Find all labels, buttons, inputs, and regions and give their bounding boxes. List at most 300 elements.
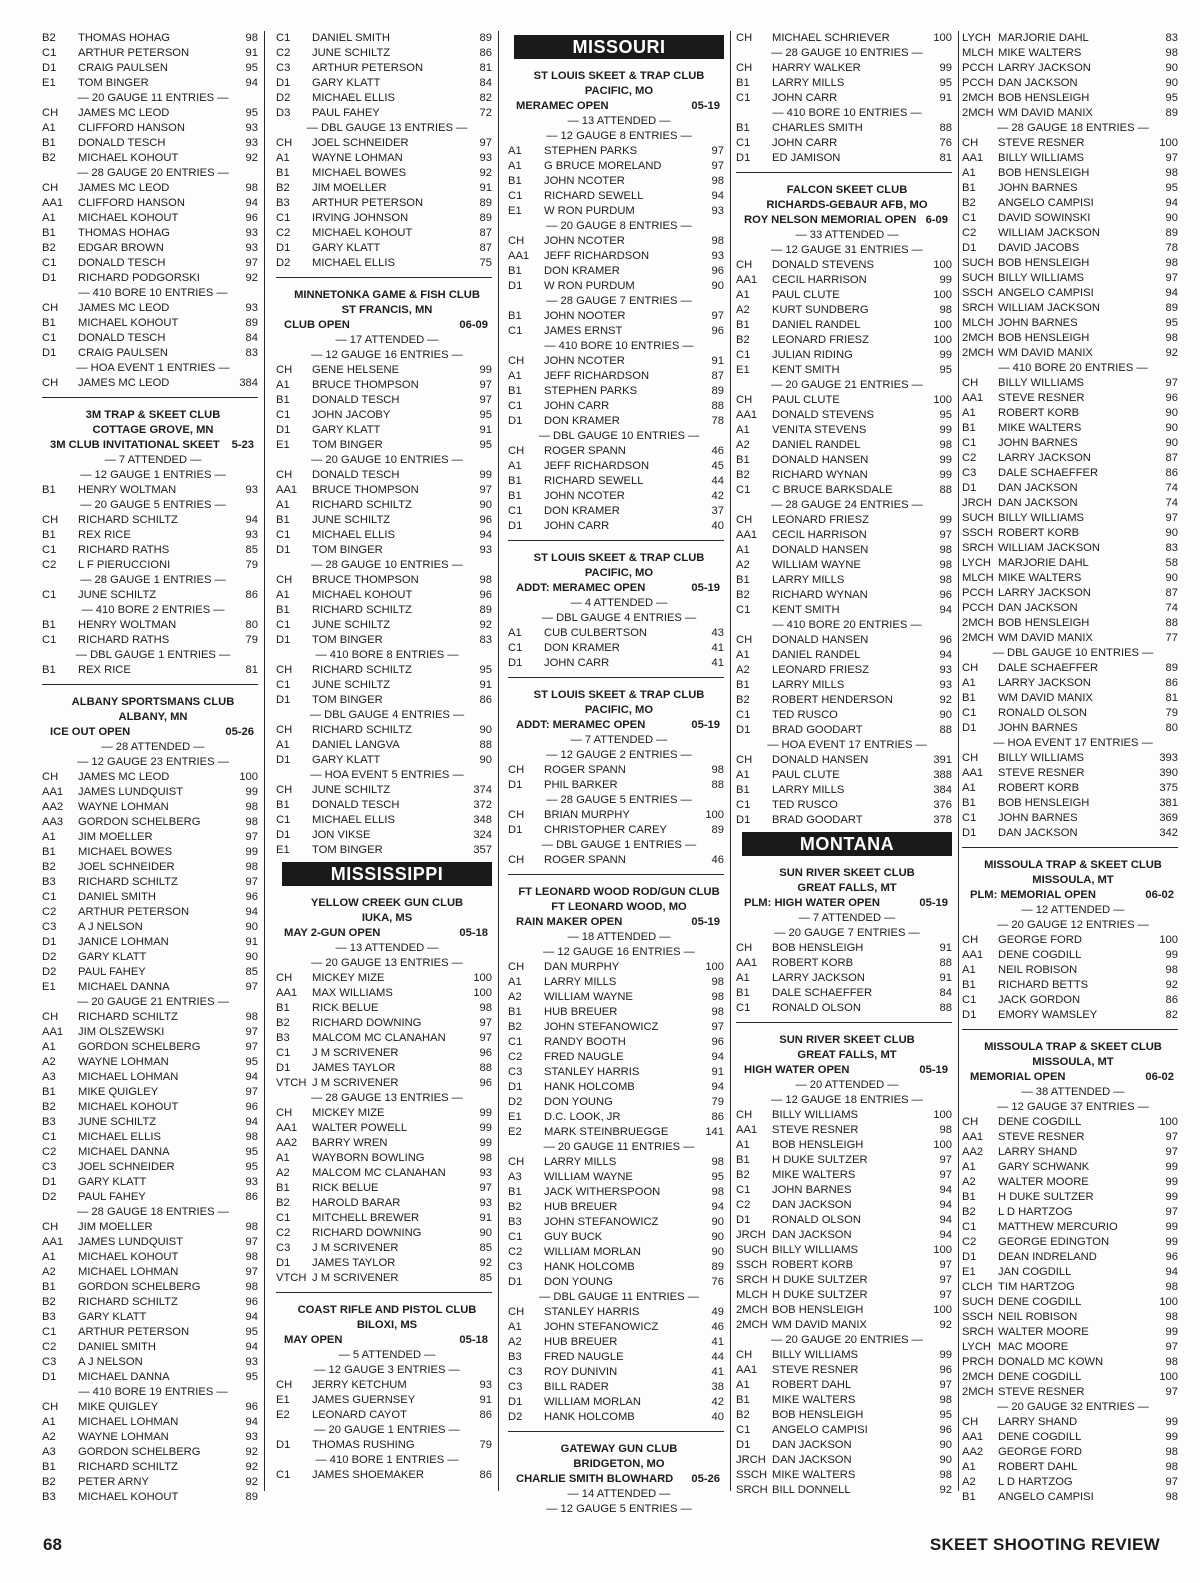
score: 100 (1159, 1371, 1178, 1383)
score: 89 (1165, 662, 1178, 674)
class-code: C1 (276, 529, 291, 541)
class-code: C1 (42, 257, 57, 269)
shooter-name: JOHN STEFANOWICZ (544, 1021, 659, 1033)
class-code: CH (962, 752, 979, 764)
score: 376 (933, 799, 952, 811)
class-code: CH (736, 1349, 753, 1361)
result-row (42, 1025, 264, 1040)
event-line (508, 99, 730, 114)
class-code: A1 (42, 1041, 56, 1053)
class-code: B1 (736, 454, 750, 466)
class-code: VTCH (276, 1077, 307, 1089)
result-row (736, 1303, 958, 1318)
score: 95 (711, 1171, 724, 1183)
result-row (962, 316, 1184, 331)
class-code: B2 (508, 1021, 522, 1033)
event-name: HIGH WATER OPEN (744, 1064, 850, 1076)
result-row (962, 226, 1184, 241)
result-row (276, 1226, 498, 1241)
score: 96 (245, 1296, 258, 1308)
result-row (962, 963, 1184, 978)
club-name: ALBANY SPORTSMANS CLUB (71, 696, 235, 708)
shooter-name: WAYNE LOHMAN (78, 1056, 169, 1068)
result-row (276, 543, 498, 558)
class-code: CH (508, 809, 525, 821)
shooter-name: JAMES MC LEOD (78, 302, 170, 314)
shooter-name: MICHAEL LOHMAN (78, 1416, 179, 1428)
class-code: C3 (42, 1161, 57, 1173)
score: 94 (1165, 287, 1178, 299)
gauge-header: — HOA EVENT 5 ENTRIES — (310, 769, 464, 781)
shooter-name: TOM BINGER (312, 439, 383, 451)
class-code: C1 (276, 619, 291, 631)
score: 96 (479, 1047, 492, 1059)
score: 94 (939, 1184, 952, 1196)
club-location: PACIFIC, MO (584, 704, 654, 716)
score: 89 (1165, 107, 1178, 119)
gauge-header: — 410 BORE 10 ENTRIES — (544, 340, 694, 352)
score: 90 (1165, 77, 1178, 89)
class-code: A3 (42, 1446, 56, 1458)
score: 390 (1159, 767, 1178, 779)
result-row (962, 933, 1184, 948)
class-code: CH (42, 107, 59, 119)
shooter-name: TOM BINGER (312, 694, 383, 706)
score: 97 (245, 1086, 258, 1098)
result-row (42, 1355, 264, 1370)
shooter-name: W RON PURDUM (544, 280, 635, 292)
result-row (962, 616, 1184, 631)
gauge-header: — 410 BORE 10 ENTRIES — (78, 287, 228, 299)
score: 93 (245, 529, 258, 541)
score: 90 (479, 754, 492, 766)
shooter-name: STEVE RESNER (998, 392, 1085, 404)
class-code: B1 (42, 529, 56, 541)
result-row (508, 1215, 730, 1230)
shooter-name: FRED NAUGLE (544, 1351, 624, 1363)
shooter-name: GARY KLATT (312, 754, 381, 766)
score: 80 (1165, 722, 1178, 734)
result-row (736, 1183, 958, 1198)
shooter-name: MICHAEL BOWES (312, 167, 407, 179)
shooter-name: WILLIAM JACKSON (998, 542, 1100, 554)
state-banner: MISSISSIPPI (282, 862, 492, 886)
result-row (42, 1295, 264, 1310)
score: 93 (479, 1167, 492, 1179)
class-code: C1 (42, 1326, 57, 1338)
score: 95 (245, 1161, 258, 1173)
result-row (736, 813, 958, 828)
shooter-name: MIKE WALTERS (772, 1469, 856, 1481)
event-name: 3M CLUB INVITATIONAL SKEET (50, 439, 220, 451)
class-code: A2 (736, 439, 750, 451)
result-row (736, 76, 958, 91)
class-code: SUCH (962, 272, 994, 284)
event-line (736, 1063, 958, 1078)
section-divider (508, 540, 724, 541)
class-code: D1 (42, 936, 57, 948)
class-code: CH (276, 972, 293, 984)
score: 96 (939, 589, 952, 601)
shooter-name: L D HARTZOG (998, 1476, 1073, 1488)
class-code: B1 (508, 475, 522, 487)
result-row (276, 1031, 498, 1046)
shooter-name: JACK WITHERSPOON (544, 1186, 661, 1198)
result-row (42, 151, 264, 166)
shooter-name: HANK HOLCOMB (544, 1081, 635, 1093)
shooter-name: JOHN NCOTER (544, 175, 625, 187)
result-row (42, 800, 264, 815)
shooter-name: BRAD GOODART (772, 814, 863, 826)
section-divider (736, 172, 952, 173)
score: 99 (479, 1137, 492, 1149)
score: 92 (479, 1257, 492, 1269)
score: 88 (479, 739, 492, 751)
result-row (508, 474, 730, 489)
class-code: D1 (276, 754, 291, 766)
score: 98 (1165, 257, 1178, 269)
shooter-name: MARK STEINBRUEGGE (544, 1126, 669, 1138)
gauge-header: — DBL GAUGE 10 ENTRIES — (538, 430, 700, 442)
result-row (736, 753, 958, 768)
class-code: SUCH (962, 1296, 994, 1308)
shooter-name: LARRY MILLS (772, 77, 845, 89)
class-code: A2 (962, 1476, 976, 1488)
class-code: 2MCH (962, 1386, 994, 1398)
class-code: B2 (42, 1296, 56, 1308)
class-code: C2 (42, 1146, 57, 1158)
shooter-name: PAUL FAHEY (78, 1191, 146, 1203)
shooter-name: LEONARD FRIESZ (772, 334, 869, 346)
shooter-name: JOHN CARR (772, 92, 838, 104)
class-code: D1 (508, 779, 523, 791)
state-banner: MISSOURI (514, 35, 724, 59)
result-row (508, 1230, 730, 1245)
shooter-name: LEONARD FRIESZ (772, 664, 869, 676)
gauge-header: — 410 BORE 19 ENTRIES — (78, 1386, 228, 1398)
shooter-name: DONALD HANSEN (772, 544, 869, 556)
result-row (962, 1475, 1184, 1490)
result-row (962, 1175, 1184, 1190)
score: 97 (245, 1026, 258, 1038)
result-row (736, 1213, 958, 1228)
result-row (736, 1423, 958, 1438)
score: 80 (245, 619, 258, 631)
shooter-name: DAN JACKSON (998, 602, 1078, 614)
result-row (508, 1335, 730, 1350)
shooter-name: STEPHEN PARKS (544, 145, 638, 157)
class-code: CH (962, 1116, 979, 1128)
score: 92 (245, 1476, 258, 1488)
result-row (276, 196, 498, 211)
result-row (962, 1280, 1184, 1295)
result-row (508, 234, 730, 249)
shooter-name: JOHN CARR (772, 137, 838, 149)
result-row (736, 483, 958, 498)
gauge-header: — 410 BORE 20 ENTRIES — (998, 362, 1148, 374)
result-row (508, 309, 730, 324)
result-row (962, 1310, 1184, 1325)
class-code: AA1 (42, 1026, 64, 1038)
class-code: C2 (962, 452, 977, 464)
score: 99 (245, 786, 258, 798)
result-row (736, 1468, 958, 1483)
result-row (736, 303, 958, 318)
class-code: B3 (42, 1491, 56, 1503)
gauge-header: — 410 BORE 1 ENTRIES — (315, 1454, 459, 1466)
shooter-name: MICHAEL ELLIS (78, 1131, 161, 1143)
score: 90 (1165, 527, 1178, 539)
score: 90 (245, 951, 258, 963)
shooter-name: WILLIAM WAYNE (772, 559, 861, 571)
attendance: — 7 ATTENDED — (570, 734, 668, 746)
shooter-name: LARRY MILLS (772, 784, 845, 796)
result-row (276, 513, 498, 528)
gauge-header: — 410 BORE 2 ENTRIES — (81, 604, 225, 616)
class-code: D1 (42, 1176, 57, 1188)
result-row (962, 1295, 1184, 1310)
result-row (508, 1320, 730, 1335)
class-code: C1 (508, 505, 523, 517)
section-divider (508, 1431, 724, 1432)
result-row (508, 1410, 730, 1425)
class-code: CH (276, 574, 293, 586)
score: 81 (479, 62, 492, 74)
score: 97 (245, 831, 258, 843)
club-name: YELLOW CREEK GUN CLUB (310, 897, 464, 909)
result-row (508, 853, 730, 868)
result-row (276, 256, 498, 271)
shooter-name: LARRY JACKSON (772, 972, 865, 984)
class-code: A2 (42, 1266, 56, 1278)
class-code: PCCH (962, 587, 994, 599)
score: 93 (479, 1379, 492, 1391)
result-row (736, 573, 958, 588)
result-row (508, 1260, 730, 1275)
score: 98 (1165, 1461, 1178, 1473)
score: 93 (939, 664, 952, 676)
class-code: CH (276, 1107, 293, 1119)
score: 94 (711, 190, 724, 202)
event-date: 05-18 (459, 1334, 488, 1346)
shooter-name: STEVE RESNER (772, 1364, 859, 1376)
score: 86 (711, 1111, 724, 1123)
result-row (42, 181, 264, 196)
score: 98 (245, 1251, 258, 1263)
result-row (962, 1115, 1184, 1130)
result-row (42, 301, 264, 316)
class-code: AA1 (508, 250, 530, 262)
result-row (508, 626, 730, 641)
score: 96 (245, 1101, 258, 1113)
shooter-name: DONALD TESCH (312, 394, 400, 406)
result-row (736, 1108, 958, 1123)
score: 86 (1165, 467, 1178, 479)
class-code: CH (42, 1011, 59, 1023)
result-row (962, 196, 1184, 211)
result-row (962, 271, 1184, 286)
score: 41 (711, 1336, 724, 1348)
class-code: AA2 (276, 1137, 298, 1149)
shooter-name: GENE HELSENE (312, 364, 400, 376)
result-row (962, 811, 1184, 826)
shooter-name: RICHARD SEWELL (544, 475, 644, 487)
shooter-name: RICK BELUE (312, 1002, 379, 1014)
class-code: D1 (42, 272, 57, 284)
shooter-name: JOHN BARNES (998, 317, 1078, 329)
class-code: B2 (42, 32, 56, 44)
class-code: 2MCH (962, 107, 994, 119)
section-divider (508, 874, 724, 875)
score: 100 (933, 32, 952, 44)
score: 85 (479, 1272, 492, 1284)
class-code: C1 (962, 994, 977, 1006)
class-code: D1 (42, 1371, 57, 1383)
class-code: 2MCH (736, 1319, 768, 1331)
event-line (962, 888, 1184, 903)
gauge-header: — 20 GAUGE 21 ENTRIES — (771, 379, 923, 391)
score: 91 (479, 1394, 492, 1406)
score: 388 (933, 769, 952, 781)
event-name: ROY NELSON MEMORIAL OPEN (744, 214, 917, 226)
shooter-name: JUNE SCHILTZ (78, 589, 157, 601)
class-code: C1 (736, 604, 751, 616)
shooter-name: ANGELO CAMPISI (998, 1491, 1094, 1503)
event-line (508, 718, 730, 733)
result-row (42, 1040, 264, 1055)
result-row (962, 691, 1184, 706)
result-row (736, 136, 958, 151)
shooter-name: MIKE WALTERS (998, 572, 1082, 584)
shooter-name: H DUKE SULTZER (772, 1274, 868, 1286)
club-location: GREAT FALLS, MT (797, 882, 897, 894)
class-code: B2 (736, 589, 750, 601)
score: 93 (245, 122, 258, 134)
shooter-name: HUB BREUER (544, 1336, 618, 1348)
shooter-name: WM DAVID MANIX (998, 347, 1093, 359)
score: 87 (1165, 452, 1178, 464)
result-row (276, 61, 498, 76)
shooter-name: PAUL CLUTE (772, 394, 840, 406)
shooter-name: DAN JACKSON (998, 827, 1078, 839)
class-code: C3 (276, 1242, 291, 1254)
score: 46 (711, 445, 724, 457)
result-row (736, 513, 958, 528)
shooter-name: HENRY WOLTMAN (78, 619, 177, 631)
result-row (736, 956, 958, 971)
result-row (962, 676, 1184, 691)
result-row (42, 1100, 264, 1115)
score: 99 (479, 364, 492, 376)
result-row (736, 31, 958, 46)
shooter-name: DON KRAMER (544, 415, 620, 427)
shooter-name: WM DAVID MANIX (998, 692, 1093, 704)
score: 98 (939, 559, 952, 571)
shooter-name: DON KRAMER (544, 265, 620, 277)
result-row (508, 1380, 730, 1395)
result-row (962, 706, 1184, 721)
shooter-name: ROGER SPANN (544, 445, 626, 457)
score: 41 (711, 642, 724, 654)
gauge-header: — HOA EVENT 17 ENTRIES — (993, 737, 1153, 749)
score: 99 (479, 469, 492, 481)
score: 92 (1165, 347, 1178, 359)
result-row (508, 249, 730, 264)
shooter-name: LARRY JACKSON (998, 677, 1091, 689)
class-code: D2 (42, 951, 57, 963)
score: 98 (1165, 1446, 1178, 1458)
score: 98 (939, 1469, 952, 1481)
result-row (508, 990, 730, 1005)
score: 46 (711, 1321, 724, 1333)
shooter-name: GEORGE EDINGTON (998, 1236, 1110, 1248)
score: 94 (245, 1416, 258, 1428)
shooter-name: BOB HENSLEIGH (998, 92, 1090, 104)
result-row (42, 106, 264, 121)
shooter-name: BRUCE THOMPSON (312, 574, 419, 586)
shooter-name: MICHAEL KOHOUT (78, 317, 179, 329)
class-code: CH (736, 1109, 753, 1121)
result-row (736, 468, 958, 483)
shooter-name: JOHN JACOBY (312, 409, 391, 421)
result-row (276, 678, 498, 693)
result-row (42, 618, 264, 633)
class-code: AA1 (42, 197, 64, 209)
score: 98 (939, 1394, 952, 1406)
shooter-name: GARY KLATT (312, 242, 381, 254)
event-line (508, 581, 730, 596)
class-code: LYCH (962, 1341, 992, 1353)
class-code: AA2 (962, 1146, 984, 1158)
class-code: A2 (508, 1336, 522, 1348)
shooter-name: BOB HENSLEIGH (772, 1409, 864, 1421)
result-row (736, 363, 958, 378)
score: 41 (711, 1366, 724, 1378)
result-row (276, 971, 498, 986)
score: 79 (245, 559, 258, 571)
attendance: — 17 ATTENDED — (335, 334, 439, 346)
score: 97 (479, 1182, 492, 1194)
gauge-header: — DBL GAUGE 4 ENTRIES — (541, 612, 697, 624)
class-code: A1 (736, 972, 750, 984)
score: 100 (1159, 137, 1178, 149)
class-code: C1 (42, 589, 57, 601)
result-row (42, 136, 264, 151)
score: 100 (473, 972, 492, 984)
result-row (962, 1325, 1184, 1340)
class-code: B1 (962, 422, 976, 434)
result-row (962, 286, 1184, 301)
gauge-header: — DBL GAUGE 1 ENTRIES — (541, 839, 697, 851)
shooter-name: RICHARD SCHILTZ (312, 724, 412, 736)
result-row (508, 204, 730, 219)
class-code: C1 (736, 349, 751, 361)
result-row (508, 1095, 730, 1110)
publication-title: SKEET SHOOTING REVIEW (929, 1535, 1160, 1554)
result-row (962, 406, 1184, 421)
score: 89 (479, 197, 492, 209)
shooter-name: MICHAEL DANNA (78, 1371, 170, 1383)
class-code: A1 (962, 1161, 976, 1173)
event-line (42, 438, 264, 453)
shooter-name: MICHAEL SCHRIEVER (772, 32, 890, 44)
shooter-name: JACK GORDON (998, 994, 1081, 1006)
shooter-name: ED JAMISON (772, 152, 841, 164)
score: 89 (711, 385, 724, 397)
score: 88 (711, 400, 724, 412)
shooter-name: DANIEL SMITH (312, 32, 390, 44)
result-row (736, 453, 958, 468)
